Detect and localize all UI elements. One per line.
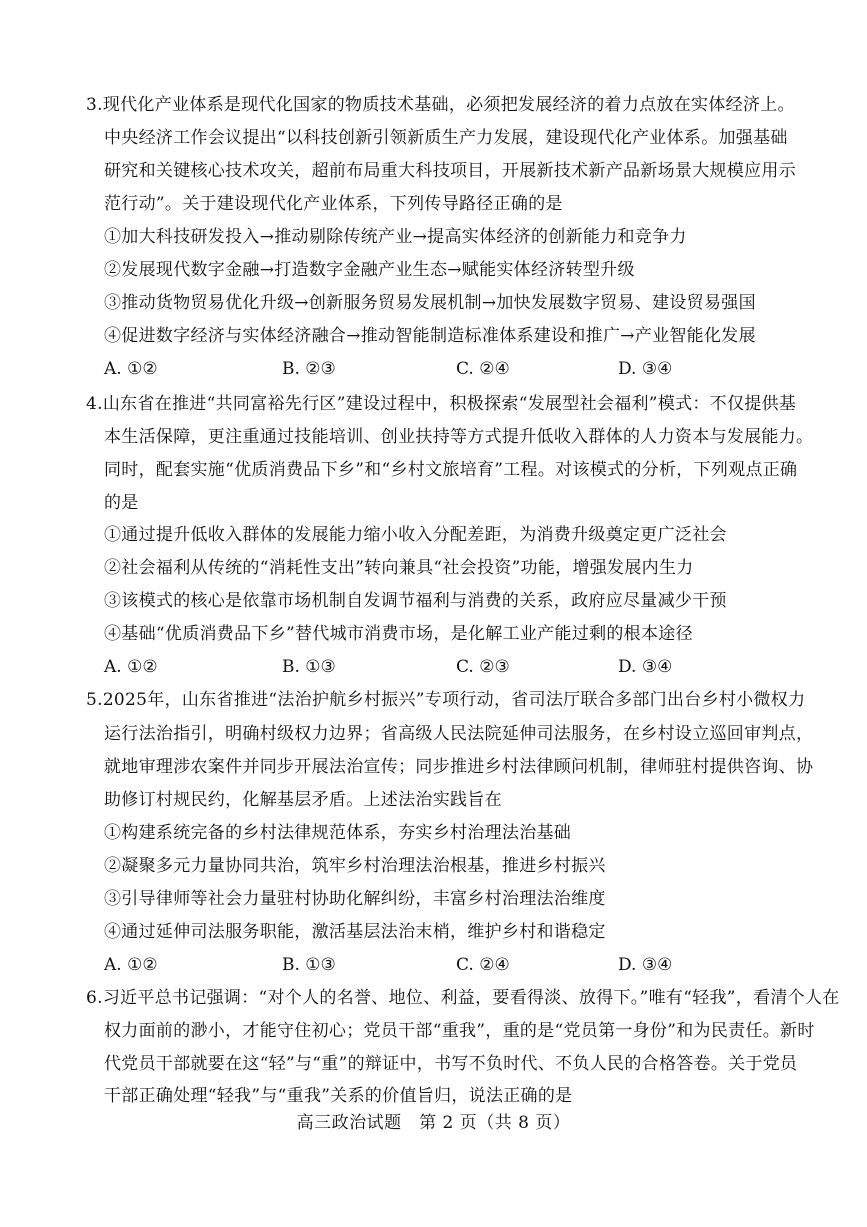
question-4-choice-d: D. ③④	[618, 657, 673, 677]
question-4-option-3: ③该模式的核心是依靠市场机制自发调节福利与消费的关系，政府应尽量减少干预	[104, 591, 727, 611]
question-4-choice-b: B. ①③	[282, 657, 336, 677]
question-3-option-2: ②发展现代数字金融→打造数字金融产业生态→赋能实体经济转型升级	[104, 260, 635, 280]
question-4-option-1: ①通过提升低收入群体的发展能力缩小收入分配差距，为消费升级奠定更广泛社会	[104, 525, 727, 545]
question-6-stem-line: 权力面前的渺小，才能守住初心；党员干部“重我”，重的是“党员第一身份”和为民责任。新时	[104, 1021, 815, 1041]
question-3-choice-c: C. ②④	[456, 359, 510, 379]
question-6-stem-line: 6.习近平总书记强调：“对个人的名誉、地位、利益，要看得淡、放得下。”唯有“轻我”，看清个人在	[86, 988, 840, 1008]
question-3-choice-d: D. ③④	[618, 359, 673, 379]
question-3-choice-b: B. ②③	[282, 359, 336, 379]
question-5-option-3: ③引导律师等社会力量驻村协助化解纠纷，丰富乡村治理法治维度	[104, 889, 606, 909]
question-6-stem-line: 代党员干部就要在这“轻”与“重”的辩证中，书写不负时代、不负人民的合格答卷。关于党员	[104, 1054, 798, 1074]
question-5-choice-a: A. ①②	[104, 955, 158, 975]
question-5-option-2: ②凝聚多元力量协同共治，筑牢乡村治理法治根基，推进乡村振兴	[104, 856, 606, 876]
question-5-stem-line: 运行法治指引，明确村级权力边界；省高级人民法院延伸司法服务，在乡村设立巡回审判点，	[104, 724, 814, 744]
question-4-stem-line: 4.山东省在推进“共同富裕先行区”建设过程中，积极探索“发展型社会福利”模式：不仅提供基	[86, 394, 797, 414]
question-5-stem-line: 助修订村规民约，化解基层矛盾。上述法治实践旨在	[104, 790, 502, 810]
question-4-choice-c: C. ②③	[456, 657, 510, 677]
page-footer: 高三政治试题 第 2 页（共 8 页）	[296, 1113, 571, 1133]
question-4-choice-a: A. ①②	[104, 657, 158, 677]
question-3-stem-line: 研究和关键核心技术攻关，超前布局重大科技项目，开展新技术新产品新场景大规模应用示	[104, 161, 796, 181]
question-5-option-1: ①构建系统完备的乡村法律规范体系，夯实乡村治理法治基础	[104, 823, 572, 843]
question-4-stem-line: 本生活保障，更注重通过技能培训、创业扶持等方式提升低收入群体的人力资本与发展能力。	[104, 427, 814, 447]
question-4-option-4: ④基础“优质消费品下乡”替代城市消费市场，是化解工业产能过剩的根本途径	[104, 624, 693, 644]
question-3-option-1: ①加大科技研发投入→推动剔除传统产业→提高实体经济的创新能力和竞争力	[104, 227, 687, 247]
question-5-option-4: ④通过延伸司法服务职能，激活基层法治末梢，维护乡村和谐稳定	[104, 922, 606, 942]
question-3-stem-line: 3.现代化产业体系是现代化国家的物质技术基础，必须把发展经济的着力点放在实体经济上。	[86, 95, 795, 115]
question-3-choice-a: A. ①②	[104, 359, 158, 379]
question-3-option-4: ④促进数字经济与实体经济融合→推动智能制造标准体系建设和推广→产业智能化发展	[104, 326, 756, 346]
question-5-stem-line: 就地审理涉农案件并同步开展法治宣传；同步推进乡村法律顾问机制，律师驻村提供咨询、协	[104, 757, 814, 777]
question-3-stem-line: 中央经济工作会议提出“以科技创新引领新质生产力发展，建设现代化产业体系。加强基础	[104, 128, 788, 148]
question-5-stem-line: 5.2025年，山东省推进“法治护航乡村振兴”专项行动，省司法厅联合多部门出台乡村小微权力	[86, 690, 806, 710]
question-6-stem-line: 干部正确处理“轻我”与“重我”关系的价值旨归，说法正确的是	[104, 1086, 573, 1106]
question-5-choice-c: C. ②④	[456, 955, 510, 975]
question-4-stem-line: 的是	[104, 493, 139, 513]
question-4-option-2: ②社会福利从传统的“消耗性支出”转向兼具“社会投资”功能，增强发展内生力	[104, 558, 694, 578]
question-4-stem-line: 同时，配套实施“优质消费品下乡”和“乡村文旅培育”工程。对该模式的分析，下列观点正确	[104, 460, 798, 480]
question-3-stem-line: 范行动”。关于建设现代化产业体系，下列传导路径正确的是	[104, 194, 563, 214]
question-5-choice-d: D. ③④	[618, 955, 673, 975]
question-5-choice-b: B. ①③	[282, 955, 336, 975]
question-3-option-3: ③推动货物贸易优化升级→创新服务贸易发展机制→加快发展数字贸易、建设贸易强国	[104, 293, 756, 313]
